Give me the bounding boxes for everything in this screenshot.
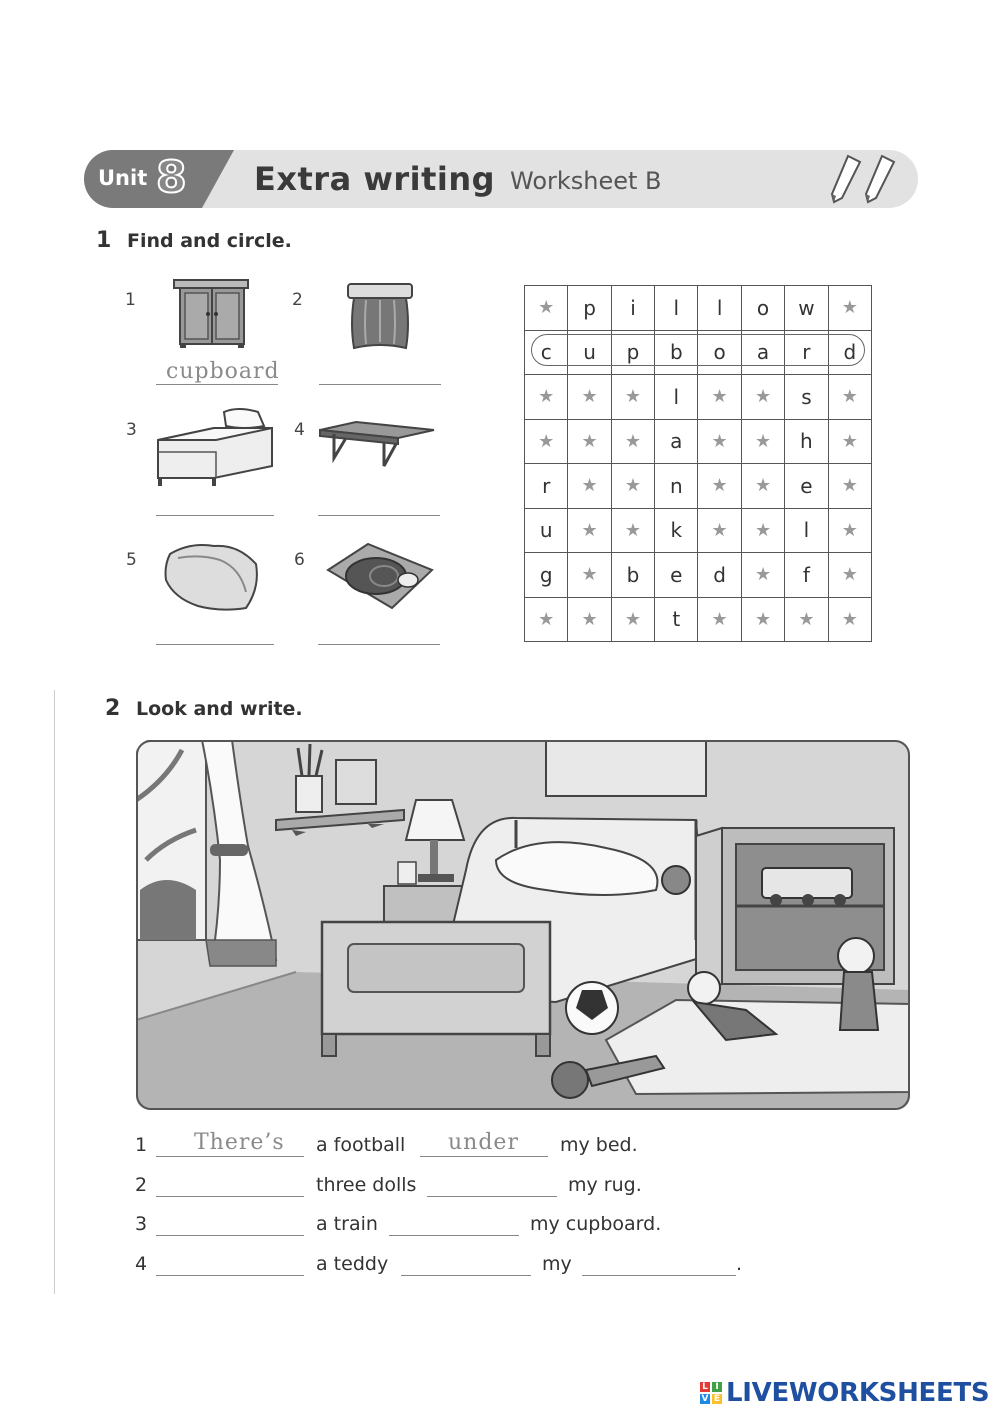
sentence-1-text-2: my bed. bbox=[560, 1134, 638, 1156]
grid-cell[interactable]: w bbox=[785, 286, 828, 331]
sentence-4-text-1: a teddy bbox=[316, 1253, 389, 1275]
grid-cell[interactable]: i bbox=[611, 286, 654, 331]
sentence-4-line-2[interactable] bbox=[401, 1275, 531, 1276]
unit-label: Unit bbox=[98, 166, 148, 190]
grid-cell[interactable]: ★ bbox=[698, 419, 741, 464]
item-number-1: 1 bbox=[125, 290, 136, 310]
grid-row bbox=[525, 464, 872, 509]
grid-row bbox=[525, 597, 872, 642]
grid-cell[interactable]: g bbox=[525, 553, 568, 598]
bedroom-scene-illustration bbox=[136, 740, 910, 1110]
grid-cell[interactable]: ★ bbox=[741, 553, 784, 598]
answer-line-5 bbox=[156, 644, 274, 645]
grid-cell[interactable]: e bbox=[655, 553, 698, 598]
margin-line bbox=[54, 690, 55, 1294]
sentence-4-line-3[interactable] bbox=[582, 1275, 736, 1276]
sentence-1-line-1 bbox=[156, 1156, 304, 1157]
section1-number: 1 bbox=[96, 228, 112, 253]
pencils-icon bbox=[826, 152, 906, 206]
answer-line-6 bbox=[318, 644, 440, 645]
curtain-icon bbox=[344, 280, 416, 352]
grid-cell[interactable]: o bbox=[698, 330, 741, 375]
pillow-icon bbox=[160, 536, 264, 616]
grid-cell[interactable]: h bbox=[785, 419, 828, 464]
grid-cell[interactable]: ★ bbox=[828, 597, 871, 642]
item-number-5: 5 bbox=[126, 550, 137, 570]
grid-cell[interactable]: ★ bbox=[568, 553, 611, 598]
grid-cell[interactable]: ★ bbox=[611, 464, 654, 509]
bed-icon bbox=[154, 404, 278, 488]
grid-cell[interactable]: ★ bbox=[611, 375, 654, 420]
grid-cell[interactable]: ★ bbox=[525, 375, 568, 420]
grid-cell[interactable]: r bbox=[525, 464, 568, 509]
grid-cell[interactable]: ★ bbox=[698, 508, 741, 553]
grid-cell[interactable]: d bbox=[698, 553, 741, 598]
section2-instruction: Look and write. bbox=[136, 698, 303, 720]
grid-cell[interactable]: u bbox=[525, 508, 568, 553]
brand-name: LIVEWORKSHEETS bbox=[726, 1378, 990, 1408]
sentence-4-end: . bbox=[736, 1253, 743, 1275]
circled-word-cupboard bbox=[531, 334, 865, 366]
sentence-2-line-2[interactable] bbox=[427, 1196, 557, 1197]
grid-cell[interactable]: a bbox=[741, 330, 784, 375]
grid-cell[interactable]: p bbox=[568, 286, 611, 331]
logo-letter-v: V bbox=[701, 1394, 709, 1404]
grid-cell[interactable]: ★ bbox=[785, 597, 828, 642]
sentence-3-line-1[interactable] bbox=[156, 1235, 304, 1236]
grid-cell[interactable]: ★ bbox=[611, 508, 654, 553]
grid-cell[interactable]: ★ bbox=[741, 419, 784, 464]
logo-letter-e: E bbox=[713, 1394, 721, 1404]
sentence-3-text-2: my cupboard. bbox=[530, 1213, 662, 1235]
grid-row bbox=[525, 419, 872, 464]
grid-cell[interactable]: ★ bbox=[611, 597, 654, 642]
grid-cell[interactable]: n bbox=[655, 464, 698, 509]
cupboard-icon bbox=[170, 278, 254, 350]
grid-cell[interactable]: k bbox=[655, 508, 698, 553]
sentence-2-line-1[interactable] bbox=[156, 1196, 304, 1197]
logo-letter-l: L bbox=[700, 1382, 710, 1392]
sentence-1-line-2 bbox=[420, 1156, 548, 1157]
grid-cell[interactable]: ★ bbox=[568, 597, 611, 642]
grid-cell[interactable]: ★ bbox=[741, 375, 784, 420]
grid-row bbox=[525, 553, 872, 598]
sentence-4-line-1[interactable] bbox=[156, 1275, 304, 1276]
sentence-4-text-2: my bbox=[542, 1253, 572, 1275]
grid-row bbox=[525, 286, 872, 331]
grid-cell[interactable]: b bbox=[611, 553, 654, 598]
grid-cell[interactable]: u bbox=[568, 330, 611, 375]
sentence-number-4: 4 bbox=[135, 1253, 148, 1275]
grid-cell[interactable]: r bbox=[785, 330, 828, 375]
sentence-3-line-2[interactable] bbox=[389, 1235, 519, 1236]
rug-icon bbox=[324, 540, 434, 612]
grid-cell[interactable]: ★ bbox=[828, 553, 871, 598]
grid-cell[interactable]: ★ bbox=[698, 464, 741, 509]
sentence-number-2: 2 bbox=[135, 1174, 148, 1196]
answer-line-4 bbox=[318, 515, 440, 516]
grid-cell[interactable]: o bbox=[741, 286, 784, 331]
unit-number: 8 bbox=[156, 152, 187, 203]
grid-cell[interactable]: ★ bbox=[568, 419, 611, 464]
grid-cell[interactable]: d bbox=[828, 330, 871, 375]
grid-cell[interactable]: ★ bbox=[828, 375, 871, 420]
sentence-2-text-2: my rug. bbox=[568, 1174, 642, 1196]
sentence-1-answer-2[interactable]: under bbox=[448, 1130, 519, 1155]
grid-cell[interactable]: ★ bbox=[698, 597, 741, 642]
grid-cell[interactable]: s bbox=[785, 375, 828, 420]
logo-letter-i: I bbox=[712, 1382, 722, 1392]
sentence-3-text-1: a train bbox=[316, 1213, 378, 1235]
page-title: Extra writing bbox=[254, 160, 496, 198]
item-number-3: 3 bbox=[126, 420, 137, 440]
grid-cell[interactable]: ★ bbox=[828, 419, 871, 464]
sentence-1-text-1: a football bbox=[316, 1134, 406, 1156]
item-number-4: 4 bbox=[294, 420, 305, 440]
answer-line-1 bbox=[156, 384, 278, 385]
grid-cell[interactable]: ★ bbox=[525, 419, 568, 464]
grid-cell[interactable]: l bbox=[785, 508, 828, 553]
section1-instruction: Find and circle. bbox=[127, 230, 292, 252]
grid-cell[interactable]: c bbox=[525, 330, 568, 375]
grid-cell[interactable]: ★ bbox=[611, 419, 654, 464]
grid-cell[interactable]: a bbox=[655, 419, 698, 464]
sentence-number-3: 3 bbox=[135, 1213, 148, 1235]
grid-cell[interactable]: ★ bbox=[568, 508, 611, 553]
grid-cell[interactable]: ★ bbox=[568, 375, 611, 420]
grid-row bbox=[525, 375, 872, 420]
grid-cell[interactable]: l bbox=[655, 375, 698, 420]
grid-cell[interactable]: ★ bbox=[828, 508, 871, 553]
grid-cell[interactable]: ★ bbox=[525, 286, 568, 331]
shelf-icon bbox=[318, 418, 436, 470]
sentence-2-text-1: three dolls bbox=[316, 1174, 417, 1196]
grid-cell[interactable]: ★ bbox=[698, 375, 741, 420]
item-number-2: 2 bbox=[292, 290, 303, 310]
item-number-6: 6 bbox=[294, 550, 305, 570]
grid-cell[interactable]: p bbox=[611, 330, 654, 375]
answer-line-2 bbox=[319, 384, 441, 385]
grid-cell[interactable]: ★ bbox=[568, 464, 611, 509]
grid-cell[interactable]: ★ bbox=[828, 286, 871, 331]
header-banner bbox=[84, 150, 918, 208]
liveworksheets-logo-icon bbox=[700, 1382, 722, 1404]
grid-cell[interactable]: l bbox=[655, 286, 698, 331]
grid-cell[interactable]: ★ bbox=[741, 508, 784, 553]
section2-number: 2 bbox=[105, 696, 121, 721]
grid-cell[interactable]: ★ bbox=[741, 597, 784, 642]
grid-cell[interactable]: f bbox=[785, 553, 828, 598]
grid-row bbox=[525, 508, 872, 553]
answer-line-3 bbox=[156, 515, 274, 516]
grid-cell[interactable]: ★ bbox=[741, 464, 784, 509]
grid-cell[interactable]: e bbox=[785, 464, 828, 509]
grid-cell[interactable]: ★ bbox=[828, 464, 871, 509]
grid-cell[interactable]: ★ bbox=[525, 597, 568, 642]
grid-cell[interactable]: b bbox=[655, 330, 698, 375]
grid-cell[interactable]: l bbox=[698, 286, 741, 331]
item-answer-1[interactable]: cupboard bbox=[166, 359, 280, 384]
sentence-number-1: 1 bbox=[135, 1134, 148, 1156]
sentence-1-answer-1[interactable]: There’s bbox=[194, 1130, 285, 1155]
grid-cell[interactable]: t bbox=[655, 597, 698, 642]
page-subtitle: Worksheet B bbox=[510, 167, 662, 195]
